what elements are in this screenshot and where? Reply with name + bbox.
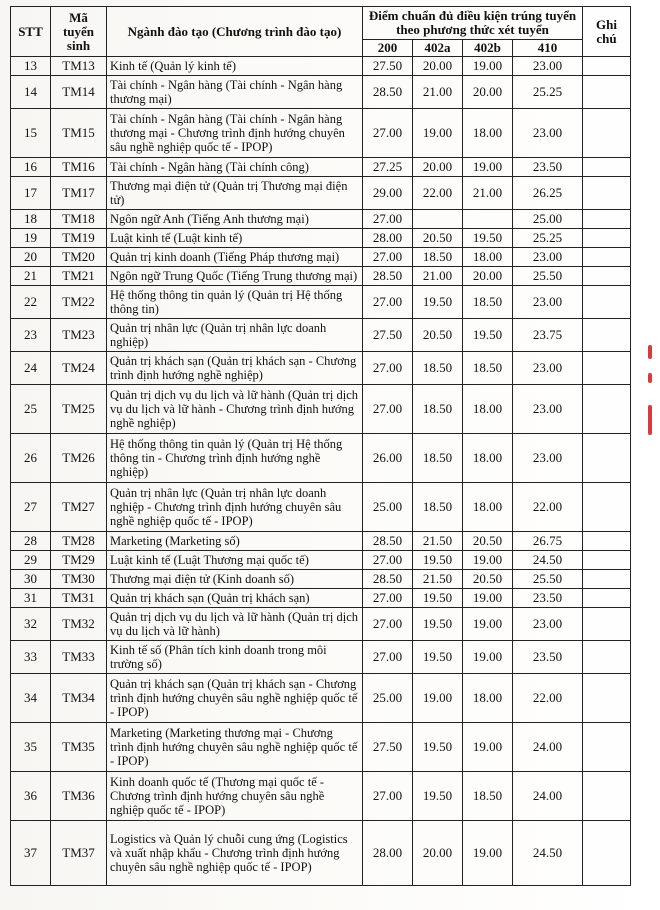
cell-program-name: Tài chính - Ngân hàng (Tài chính - Ngân hàng thương mại) xyxy=(107,76,363,109)
cell-stt: 20 xyxy=(11,248,51,267)
cell-score-200: 27.00 xyxy=(363,286,413,319)
cell-stt: 13 xyxy=(11,57,51,76)
cell-score-200: 29.00 xyxy=(363,177,413,210)
cell-score-410: 24.00 xyxy=(513,723,583,772)
cell-stt: 27 xyxy=(11,483,51,532)
cell-code: TM33 xyxy=(51,641,107,674)
cell-score-200: 27.00 xyxy=(363,772,413,821)
cell-stt: 34 xyxy=(11,674,51,723)
cell-note xyxy=(583,434,631,483)
cell-note xyxy=(583,608,631,641)
cell-score-402b: 19.50 xyxy=(463,229,513,248)
cell-stt: 18 xyxy=(11,210,51,229)
cell-score-410: 24.00 xyxy=(513,772,583,821)
cell-code: TM34 xyxy=(51,674,107,723)
red-margin-mark xyxy=(646,345,654,435)
table-row xyxy=(11,551,631,570)
cell-code: TM20 xyxy=(51,248,107,267)
cell-score-410: 22.00 xyxy=(513,674,583,723)
cell-code: TM13 xyxy=(51,57,107,76)
cell-score-402a: 21.50 xyxy=(413,570,463,589)
cell-stt: 22 xyxy=(11,286,51,319)
table-row xyxy=(11,772,631,821)
cell-program-name: Quản trị dịch vụ du lịch và lữ hành (Quản trị dịch vụ du lịch và lữ hành) xyxy=(107,608,363,641)
cell-score-402a: 21.50 xyxy=(413,532,463,551)
cell-program-name: Kinh tế (Quản lý kinh tế) xyxy=(107,57,363,76)
cell-code: TM17 xyxy=(51,177,107,210)
cell-score-402b: 18.00 xyxy=(463,483,513,532)
cell-score-402b: 19.00 xyxy=(463,821,513,886)
cell-score-200: 28.50 xyxy=(363,267,413,286)
cell-score-410: 25.25 xyxy=(513,76,583,109)
table-row xyxy=(11,385,631,434)
cell-stt: 32 xyxy=(11,608,51,641)
cell-program-name: Quản trị dịch vụ du lịch và lữ hành (Quản trị dịch vụ du lịch và lữ hành - Chương trình định hướng nghề nghiệp) xyxy=(107,385,363,434)
cell-program-name: Luật kinh tế (Luật Thương mại quốc tế) xyxy=(107,551,363,570)
cell-program-name: Quản trị khách sạn (Quản trị khách sạn - Chương trình định hướng chuyên sâu nghề nghiệp quốc tế - IPOP) xyxy=(107,674,363,723)
cell-score-410: 25.25 xyxy=(513,229,583,248)
cell-note xyxy=(583,76,631,109)
cell-score-200: 27.00 xyxy=(363,608,413,641)
table-row xyxy=(11,608,631,641)
table-row xyxy=(11,674,631,723)
header-stt: STT xyxy=(11,7,51,57)
cell-score-402b: 18.00 xyxy=(463,248,513,267)
cell-score-200: 28.50 xyxy=(363,570,413,589)
cell-note xyxy=(583,385,631,434)
cell-score-402a: 18.50 xyxy=(413,385,463,434)
cell-score-410: 26.25 xyxy=(513,177,583,210)
table-row xyxy=(11,319,631,352)
cell-score-200: 27.00 xyxy=(363,385,413,434)
table-body xyxy=(11,57,631,886)
cell-score-200: 28.50 xyxy=(363,76,413,109)
cell-score-200: 25.00 xyxy=(363,674,413,723)
cell-code: TM30 xyxy=(51,570,107,589)
cell-code: TM14 xyxy=(51,76,107,109)
cell-stt: 19 xyxy=(11,229,51,248)
table-row xyxy=(11,434,631,483)
table-row xyxy=(11,57,631,76)
cell-score-402b: 19.50 xyxy=(463,319,513,352)
cell-program-name: Kinh tế số (Phân tích kinh doanh trong môi trường số) xyxy=(107,641,363,674)
cell-note xyxy=(583,723,631,772)
cell-score-200: 27.00 xyxy=(363,248,413,267)
table-row xyxy=(11,589,631,608)
cell-score-402b: 19.00 xyxy=(463,158,513,177)
cell-stt: 36 xyxy=(11,772,51,821)
cell-code: TM16 xyxy=(51,158,107,177)
cell-score-410: 25.50 xyxy=(513,267,583,286)
cell-note xyxy=(583,286,631,319)
cell-stt: 23 xyxy=(11,319,51,352)
cell-code: TM22 xyxy=(51,286,107,319)
table-row xyxy=(11,210,631,229)
cell-score-402b: 20.50 xyxy=(463,532,513,551)
header-note: Ghi chú xyxy=(583,7,631,57)
cell-score-410: 22.00 xyxy=(513,483,583,532)
cell-score-402a: 19.00 xyxy=(413,674,463,723)
table-row xyxy=(11,158,631,177)
cell-code: TM37 xyxy=(51,821,107,886)
cell-score-402a: 20.00 xyxy=(413,158,463,177)
cell-score-402b: 19.00 xyxy=(463,551,513,570)
cell-note xyxy=(583,532,631,551)
cell-score-402a: 19.50 xyxy=(413,551,463,570)
cell-score-402a: 20.50 xyxy=(413,319,463,352)
cell-score-402b: 20.50 xyxy=(463,570,513,589)
cell-score-402a: 19.50 xyxy=(413,589,463,608)
cell-program-name: Logistics và Quản lý chuỗi cung ứng (Logistics và xuất nhập khẩu - Chương trình định hướng chuyên sâu nghề nghiệp quốc tế - IPOP) xyxy=(107,821,363,886)
cell-stt: 33 xyxy=(11,641,51,674)
cell-score-410: 23.75 xyxy=(513,319,583,352)
header-score-group: Điểm chuẩn đủ điều kiện trúng tuyển theo phương thức xét tuyển xyxy=(363,7,583,40)
cell-score-200: 27.00 xyxy=(363,589,413,608)
cell-score-402b: 21.00 xyxy=(463,177,513,210)
cell-score-200: 28.00 xyxy=(363,229,413,248)
cell-score-402a: 21.00 xyxy=(413,76,463,109)
cell-score-410: 25.00 xyxy=(513,210,583,229)
cell-score-402a: 18.50 xyxy=(413,248,463,267)
cell-code: TM29 xyxy=(51,551,107,570)
table-row xyxy=(11,109,631,158)
cell-score-402a: 18.50 xyxy=(413,352,463,385)
cell-score-200: 27.00 xyxy=(363,352,413,385)
cell-score-200: 27.25 xyxy=(363,158,413,177)
cell-score-410: 25.50 xyxy=(513,570,583,589)
header-code: Mã tuyển sinh xyxy=(51,7,107,57)
cell-score-402b xyxy=(463,210,513,229)
cell-note xyxy=(583,158,631,177)
header-program: Ngành đào tạo (Chương trình đào tạo) xyxy=(107,7,363,57)
cell-score-200: 27.50 xyxy=(363,723,413,772)
cell-score-200: 27.50 xyxy=(363,319,413,352)
cell-program-name: Quản trị khách sạn (Quản trị khách sạn - Chương trình định hướng nghề nghiệp) xyxy=(107,352,363,385)
cell-program-name: Luật kinh tế (Luật kinh tế) xyxy=(107,229,363,248)
cell-stt: 28 xyxy=(11,532,51,551)
cell-score-402a: 20.50 xyxy=(413,229,463,248)
cell-score-402a: 19.50 xyxy=(413,641,463,674)
cell-score-410: 23.00 xyxy=(513,248,583,267)
cell-score-410: 23.50 xyxy=(513,589,583,608)
cell-note xyxy=(583,772,631,821)
cell-score-402a: 19.00 xyxy=(413,109,463,158)
cell-score-410: 23.00 xyxy=(513,385,583,434)
cell-score-410: 23.00 xyxy=(513,109,583,158)
table-row xyxy=(11,723,631,772)
cell-score-402a: 21.00 xyxy=(413,267,463,286)
header-method-402b: 402b xyxy=(463,40,513,57)
cell-score-402b: 18.50 xyxy=(463,772,513,821)
cell-note xyxy=(583,570,631,589)
cell-program-name: Quản trị kinh doanh (Tiếng Pháp thương mại) xyxy=(107,248,363,267)
cell-code: TM23 xyxy=(51,319,107,352)
cell-program-name: Marketing (Marketing số) xyxy=(107,532,363,551)
admission-score-table xyxy=(10,6,631,886)
cell-score-200: 27.00 xyxy=(363,551,413,570)
cell-program-name: Hệ thống thông tin quản lý (Quản trị Hệ thống thông tin - Chương trình định hướng nghề nghiệp) xyxy=(107,434,363,483)
table-row xyxy=(11,352,631,385)
cell-stt: 24 xyxy=(11,352,51,385)
cell-score-410: 23.50 xyxy=(513,641,583,674)
cell-score-402a: 19.50 xyxy=(413,723,463,772)
table-row xyxy=(11,248,631,267)
cell-score-402b: 20.00 xyxy=(463,267,513,286)
table-row xyxy=(11,821,631,886)
cell-score-402a: 20.00 xyxy=(413,821,463,886)
cell-score-410: 24.50 xyxy=(513,821,583,886)
table-row xyxy=(11,177,631,210)
cell-program-name: Thương mại điện tử (Kinh doanh số) xyxy=(107,570,363,589)
cell-program-name: Quản trị nhân lực (Quản trị nhân lực doanh nghiệp - Chương trình định hướng chuyên sâu nghề nghiệp quốc tế - IPOP) xyxy=(107,483,363,532)
cell-score-402b: 20.00 xyxy=(463,76,513,109)
cell-score-200: 28.00 xyxy=(363,821,413,886)
cell-note xyxy=(583,57,631,76)
cell-code: TM15 xyxy=(51,109,107,158)
cell-code: TM31 xyxy=(51,589,107,608)
header-method-402a: 402a xyxy=(413,40,463,57)
cell-score-410: 23.00 xyxy=(513,57,583,76)
cell-score-402b: 19.00 xyxy=(463,723,513,772)
cell-code: TM35 xyxy=(51,723,107,772)
cell-code: TM32 xyxy=(51,608,107,641)
cell-score-200: 27.50 xyxy=(363,57,413,76)
cell-score-410: 23.00 xyxy=(513,434,583,483)
table-row xyxy=(11,286,631,319)
cell-score-200: 27.00 xyxy=(363,109,413,158)
cell-stt: 16 xyxy=(11,158,51,177)
table-row xyxy=(11,532,631,551)
cell-score-402a: 18.50 xyxy=(413,483,463,532)
cell-score-200: 27.00 xyxy=(363,641,413,674)
cell-score-200: 27.00 xyxy=(363,210,413,229)
cell-score-410: 26.75 xyxy=(513,532,583,551)
cell-note xyxy=(583,210,631,229)
cell-code: TM18 xyxy=(51,210,107,229)
cell-code: TM21 xyxy=(51,267,107,286)
cell-program-name: Hệ thống thông tin quản lý (Quản trị Hệ thống thông tin) xyxy=(107,286,363,319)
cell-note xyxy=(583,641,631,674)
cell-score-410: 23.50 xyxy=(513,158,583,177)
cell-program-name: Ngôn ngữ Trung Quốc (Tiếng Trung thương mại) xyxy=(107,267,363,286)
cell-score-402b: 19.00 xyxy=(463,641,513,674)
cell-stt: 21 xyxy=(11,267,51,286)
cell-code: TM26 xyxy=(51,434,107,483)
cell-score-402b: 18.00 xyxy=(463,434,513,483)
cell-stt: 14 xyxy=(11,76,51,109)
cell-note xyxy=(583,352,631,385)
cell-program-name: Quản trị khách sạn (Quản trị khách sạn) xyxy=(107,589,363,608)
cell-note xyxy=(583,821,631,886)
cell-code: TM36 xyxy=(51,772,107,821)
cell-stt: 25 xyxy=(11,385,51,434)
cell-note xyxy=(583,267,631,286)
cell-code: TM28 xyxy=(51,532,107,551)
cell-program-name: Tài chính - Ngân hàng (Tài chính - Ngân hàng thương mại - Chương trình định hướng chuyên sâu nghề nghiệp quốc tế - IPOP) xyxy=(107,109,363,158)
cell-score-402b: 19.00 xyxy=(463,608,513,641)
table-row xyxy=(11,267,631,286)
table-row xyxy=(11,76,631,109)
cell-code: TM25 xyxy=(51,385,107,434)
cell-stt: 35 xyxy=(11,723,51,772)
table-row xyxy=(11,641,631,674)
cell-note xyxy=(583,551,631,570)
cell-score-402a: 22.00 xyxy=(413,177,463,210)
cell-program-name: Ngôn ngữ Anh (Tiếng Anh thương mại) xyxy=(107,210,363,229)
cell-score-402a xyxy=(413,210,463,229)
cell-score-200: 26.00 xyxy=(363,434,413,483)
cell-score-410: 24.50 xyxy=(513,551,583,570)
cell-stt: 29 xyxy=(11,551,51,570)
table-row xyxy=(11,229,631,248)
cell-note xyxy=(583,248,631,267)
cell-program-name: Quản trị nhân lực (Quản trị nhân lực doanh nghiệp) xyxy=(107,319,363,352)
cell-stt: 15 xyxy=(11,109,51,158)
cell-code: TM19 xyxy=(51,229,107,248)
cell-score-410: 23.00 xyxy=(513,286,583,319)
cell-score-402a: 19.50 xyxy=(413,608,463,641)
cell-note xyxy=(583,589,631,608)
cell-stt: 37 xyxy=(11,821,51,886)
cell-score-402a: 19.50 xyxy=(413,772,463,821)
cell-code: TM27 xyxy=(51,483,107,532)
cell-note xyxy=(583,177,631,210)
cell-score-402a: 18.50 xyxy=(413,434,463,483)
cell-note xyxy=(583,674,631,723)
header-method-410: 410 xyxy=(513,40,583,57)
cell-score-410: 23.00 xyxy=(513,608,583,641)
cell-program-name: Thương mại điện tử (Quản trị Thương mại điện tử) xyxy=(107,177,363,210)
cell-score-200: 25.00 xyxy=(363,483,413,532)
cell-score-402b: 18.50 xyxy=(463,286,513,319)
cell-program-name: Marketing (Marketing thương mại - Chương trình định hướng chuyên sâu nghề nghiệp quốc tế - IPOP) xyxy=(107,723,363,772)
cell-score-402b: 19.00 xyxy=(463,57,513,76)
cell-note xyxy=(583,319,631,352)
cell-stt: 17 xyxy=(11,177,51,210)
cell-score-402b: 18.00 xyxy=(463,385,513,434)
cell-program-name: Kinh doanh quốc tế (Thương mại quốc tế - Chương trình định hướng chuyên sâu nghề nghiệp quốc tế - IPOP) xyxy=(107,772,363,821)
cell-stt: 30 xyxy=(11,570,51,589)
cell-score-402b: 19.00 xyxy=(463,589,513,608)
cell-score-402b: 18.00 xyxy=(463,109,513,158)
cell-stt: 31 xyxy=(11,589,51,608)
cell-code: TM24 xyxy=(51,352,107,385)
cell-note xyxy=(583,483,631,532)
table-row xyxy=(11,570,631,589)
header-method-200: 200 xyxy=(363,40,413,57)
cell-stt: 26 xyxy=(11,434,51,483)
cell-program-name: Tài chính - Ngân hàng (Tài chính công) xyxy=(107,158,363,177)
cell-score-402a: 19.50 xyxy=(413,286,463,319)
cell-score-410: 23.00 xyxy=(513,352,583,385)
cell-note xyxy=(583,229,631,248)
table-row xyxy=(11,483,631,532)
cell-score-402b: 18.00 xyxy=(463,674,513,723)
cell-note xyxy=(583,109,631,158)
cell-score-402b: 18.50 xyxy=(463,352,513,385)
cell-score-200: 28.50 xyxy=(363,532,413,551)
cell-score-402a: 20.00 xyxy=(413,57,463,76)
